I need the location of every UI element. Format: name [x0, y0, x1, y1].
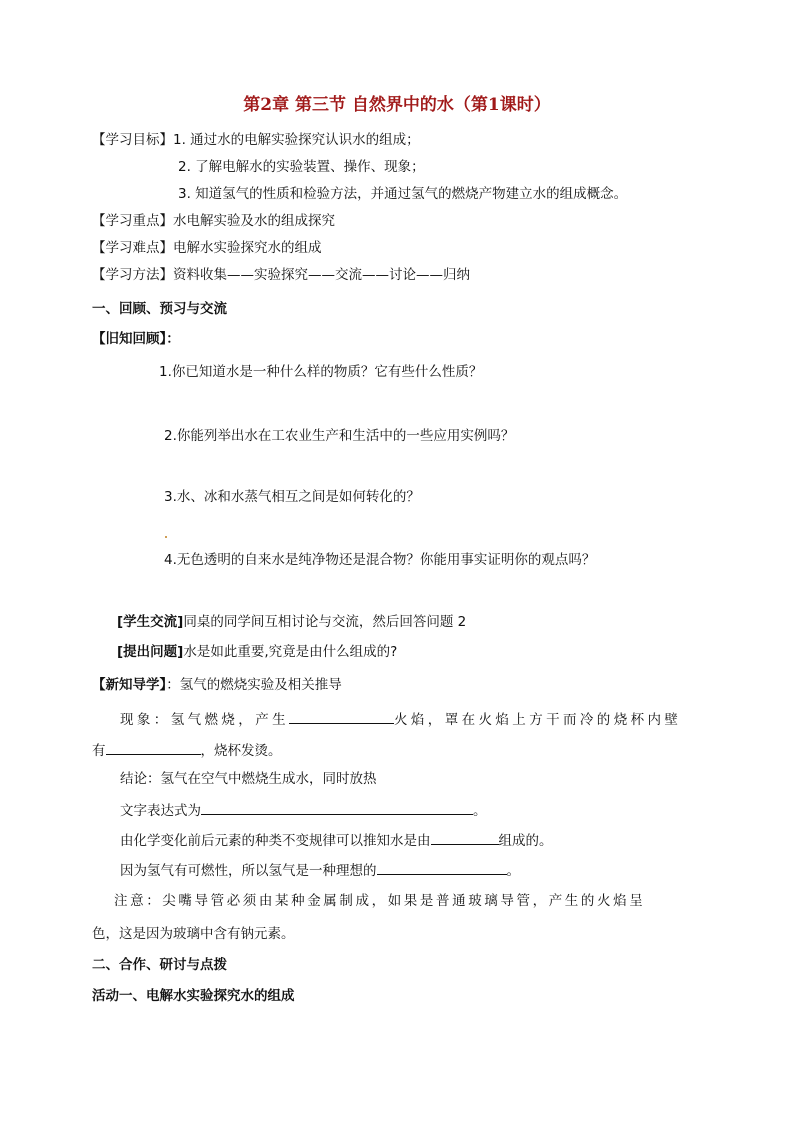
review-question: 2.你能列举出水在工农业生产和生活中的一些应用实例吗？	[164, 428, 515, 444]
focus-row	[92, 215, 335, 229]
blank-word-equation[interactable]	[201, 802, 473, 815]
focus-text: 水电解实验及水的组成探究	[173, 213, 335, 229]
phenomenon-text: 火焰，罩在火焰上方干而冷的烧杯内壁	[394, 712, 682, 728]
question-label: [提出问题]	[117, 644, 184, 660]
activity-1-text: 活动一、电解水实验探究水的组成	[92, 988, 295, 1004]
objectives-row-1	[92, 134, 420, 148]
method-label: 【学习方法】	[92, 267, 173, 283]
objective-item: 1. 通过水的电解实验探究认识水的组成；	[173, 132, 420, 148]
difficulty-row	[92, 242, 322, 256]
difficulty-label: 【学习难点】	[92, 240, 173, 256]
blank-beaker-wall[interactable]	[106, 742, 201, 755]
objectives-label: 【学习目标】	[92, 132, 173, 148]
page-title: 第2章 第三节 自然界中的水（第1课时）	[243, 95, 551, 115]
phenomenon-text: 有	[92, 743, 106, 759]
blank-water-composition[interactable]	[431, 832, 499, 845]
objective-item: 3. 知道氢气的性质和检验方法，并通过氢气的燃烧产物建立水的组成概念。	[178, 186, 628, 202]
focus-label: 【学习重点】	[92, 213, 173, 229]
section-1-heading: 一、回顾、预习与交流	[92, 301, 227, 317]
method-row	[92, 269, 470, 283]
phenomenon-line-2	[92, 742, 282, 759]
note-line-2: 色，这是因为玻璃中含有钠元素。	[92, 926, 295, 942]
new-knowledge-row	[92, 679, 342, 693]
review-question: 1.你已知道水是一种什么样的物质？它有些什么性质？	[159, 364, 483, 380]
difficulty-text: 电解水实验探究水的组成	[173, 240, 322, 256]
inference-text: 由化学变化前后元素的种类不变规律可以推知水是由	[120, 833, 431, 849]
review-question: 3.水、冰和水蒸气相互之间是如何转化的？	[164, 489, 420, 505]
question-row	[117, 646, 397, 660]
exchange-row	[117, 616, 466, 630]
blank-ideal-fuel[interactable]	[377, 862, 507, 875]
question-text: 水是如此重要,究竟是由什么组成的?	[183, 644, 398, 660]
blank-flame-color[interactable]	[289, 711, 394, 724]
stray-dot	[165, 536, 167, 538]
exchange-label: [学生交流]	[117, 614, 184, 630]
ideal-text: 因为氢气有可燃性，所以氢气是一种理想的	[120, 863, 377, 879]
expression-row	[120, 802, 487, 819]
new-knowledge-label: 【新知导学】	[92, 677, 167, 693]
ideal-text: 。	[506, 863, 520, 879]
exchange-text: 同桌的同学间互相讨论与交流，然后回答问题 2	[183, 614, 467, 630]
ideal-row	[120, 862, 520, 879]
conclusion: 结论：氢气在空气中燃烧生成水，同时放热	[120, 771, 377, 787]
review-question: 4.无色透明的自来水是纯净物还是混合物？你能用事实证明你的观点吗？	[164, 552, 596, 568]
expression-text: 。	[473, 803, 487, 819]
inference-row	[120, 832, 553, 849]
new-knowledge-text: ：氢气的燃烧实验及相关推导	[166, 677, 342, 693]
review-label: 【旧知回顾】：	[92, 331, 180, 347]
section-2-heading: 二、合作、研讨与点拨	[92, 957, 227, 973]
phenomenon-text: ，烧杯发烫。	[200, 743, 282, 759]
inference-text: 组成的。	[498, 833, 553, 849]
phenomenon-text: 现象：氢气燃烧，产生	[120, 712, 289, 728]
method-text: 资料收集——实验探究——交流——讨论——归纳	[173, 267, 470, 283]
objective-item: 2. 了解电解水的实验装置、操作、现象；	[178, 159, 425, 175]
phenomenon-line-1	[120, 711, 681, 728]
expression-text: 文字表达式为	[120, 803, 201, 819]
note-line-1: 注意：尖嘴导管必须由某种金属制成，如果是普通玻璃导管，产生的火焰呈	[114, 893, 646, 909]
activity-1-heading	[92, 990, 295, 1004]
